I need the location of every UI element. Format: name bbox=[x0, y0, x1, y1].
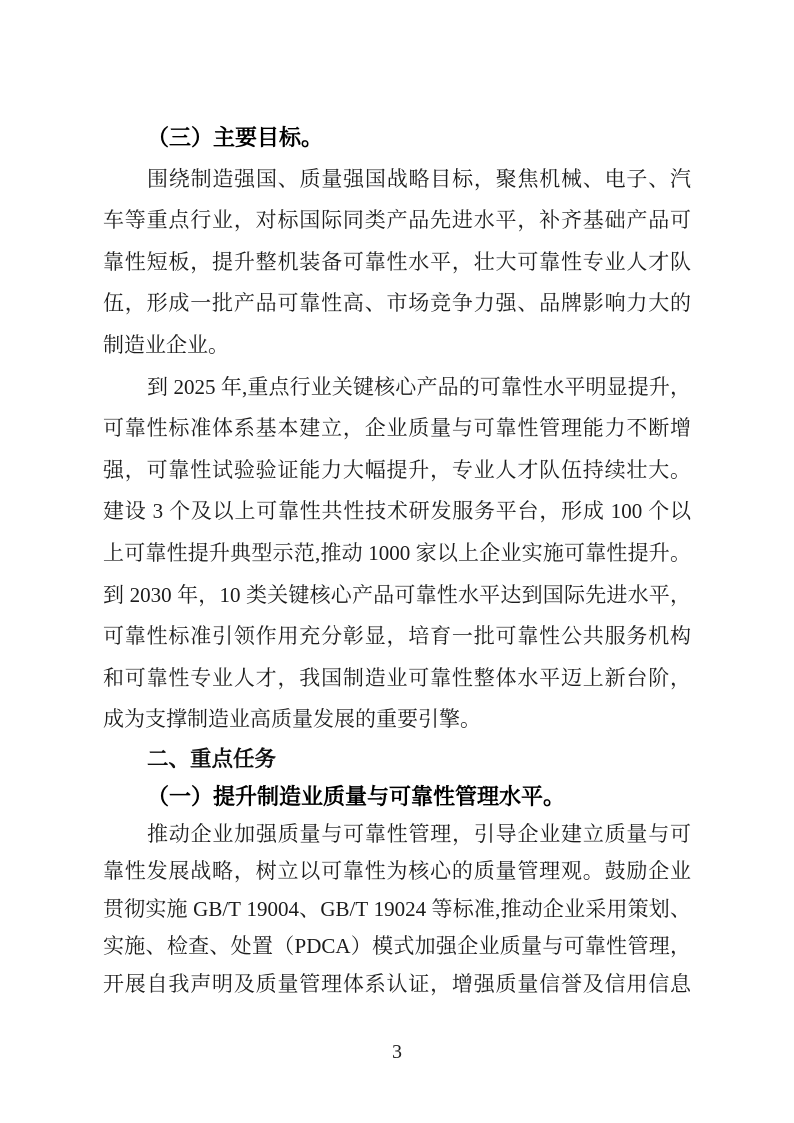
section-one-block bbox=[103, 117, 691, 741]
text-line: 靠性短板，提升整机装备可靠性水平，壮大可靠性专业人才队 bbox=[103, 249, 691, 274]
text-line: 伍，形成一批产品可靠性高、市场竞争力强、品牌影响力大的 bbox=[103, 291, 691, 316]
section-heading-main-goals: （三）主要目标。 bbox=[147, 125, 324, 150]
text-line: 和可靠性专业人才，我国制造业可靠性整体水平迈上新台阶， bbox=[103, 665, 691, 690]
text-line: 围绕制造强国、质量强国战略目标，聚焦机械、电子、汽 bbox=[147, 166, 691, 191]
text-line: 上可靠性提升典型示范,推动 1000 家以上企业实施可靠性提升。 bbox=[103, 540, 691, 565]
text-line: 可靠性标准引领作用充分彰显，培育一批可靠性公共服务机构 bbox=[103, 624, 691, 649]
text-line: 实施、检查、处置（PDCA）模式加强企业质量与可靠性管理， bbox=[103, 934, 691, 959]
text-line: 贯彻实施 GB/T 19004、GB/T 19024 等标准,推动企业采用策划、 bbox=[103, 896, 691, 921]
document-body bbox=[103, 117, 691, 1067]
page-number: 3 bbox=[392, 1041, 402, 1064]
text-line: 强，可靠性试验验证能力大幅提升，专业人才队伍持续壮大。 bbox=[103, 457, 691, 482]
text-line: 推动企业加强质量与可靠性管理，引导企业建立质量与可 bbox=[147, 821, 691, 846]
section-two-block bbox=[103, 741, 691, 1004]
text-line: 到 2030 年，10 类关键核心产品可靠性水平达到国际先进水平， bbox=[103, 582, 691, 607]
text-line: 开展自我声明及质量管理体系认证，增强质量信誉及信用信息 bbox=[103, 971, 691, 996]
text-line: 到 2025 年,重点行业关键核心产品的可靠性水平明显提升， bbox=[147, 374, 691, 399]
text-line: 建设 3 个及以上可靠性共性技术研发服务平台，形成 100 个以 bbox=[103, 499, 691, 524]
text-line: 车等重点行业，对标国际同类产品先进水平，补齐基础产品可 bbox=[103, 208, 691, 233]
text-line: 成为支撑制造业高质量发展的重要引擎。 bbox=[103, 707, 481, 732]
section-heading-key-tasks: 二、重点任务 bbox=[147, 746, 277, 771]
text-line: 可靠性标准体系基本建立，企业质量与可靠性管理能力不断增 bbox=[103, 416, 691, 441]
subsection-heading-quality-reliability: （一）提升制造业质量与可靠性管理水平。 bbox=[147, 784, 566, 810]
text-line: 制造业企业。 bbox=[103, 332, 229, 357]
text-line: 靠性发展战略，树立以可靠性为核心的质量管理观。鼓励企业 bbox=[103, 859, 691, 884]
